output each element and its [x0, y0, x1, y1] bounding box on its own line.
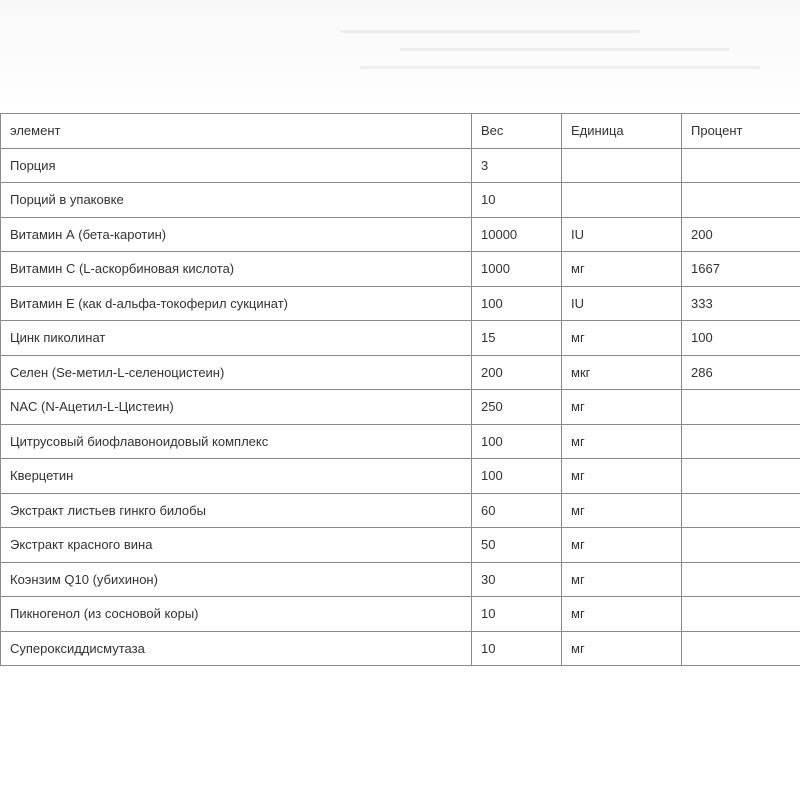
cell-percent: 200 — [682, 217, 800, 252]
cell-unit: мг — [562, 424, 682, 459]
faded-header-area — [0, 0, 800, 112]
cell-weight: 3 — [472, 148, 562, 183]
table-row — [1, 459, 800, 494]
table-row — [1, 597, 800, 632]
cell-weight: 60 — [472, 493, 562, 528]
cell-percent — [682, 528, 800, 563]
cell-element: Экстракт листьев гинкго билобы — [1, 493, 472, 528]
table-row — [1, 562, 800, 597]
table-row — [1, 493, 800, 528]
cell-percent: 100 — [682, 321, 800, 356]
cell-unit: мг — [562, 390, 682, 425]
cell-element: Порция — [1, 148, 472, 183]
nutrition-table — [0, 113, 800, 666]
table-header-row — [1, 114, 800, 149]
table-row — [1, 252, 800, 287]
cell-unit: мкг — [562, 355, 682, 390]
cell-weight: 1000 — [472, 252, 562, 287]
cell-weight: 10000 — [472, 217, 562, 252]
cell-percent — [682, 493, 800, 528]
cell-weight: 100 — [472, 459, 562, 494]
cell-element: Пикногенол (из сосновой коры) — [1, 597, 472, 632]
faded-text-line — [360, 66, 760, 69]
table-row — [1, 321, 800, 356]
cell-element: Витамин С (L-аскорбиновая кислота) — [1, 252, 472, 287]
column-header-percent: Процент — [682, 114, 800, 149]
cell-element: Коэнзим Q10 (убихинон) — [1, 562, 472, 597]
cell-percent: 1667 — [682, 252, 800, 287]
cell-unit: мг — [562, 321, 682, 356]
cell-unit: IU — [562, 286, 682, 321]
cell-unit: IU — [562, 217, 682, 252]
cell-element: Витамин Е (как d-альфа-токоферил сукцинат) — [1, 286, 472, 321]
cell-unit: мг — [562, 252, 682, 287]
cell-percent — [682, 631, 800, 666]
cell-weight: 10 — [472, 631, 562, 666]
table-body — [1, 148, 800, 666]
cell-percent: 333 — [682, 286, 800, 321]
column-header-weight: Вес — [472, 114, 562, 149]
cell-weight: 100 — [472, 286, 562, 321]
cell-percent — [682, 183, 800, 218]
cell-percent — [682, 424, 800, 459]
cell-element: Цитрусовый биофлавоноидовый комплекс — [1, 424, 472, 459]
table-row — [1, 424, 800, 459]
cell-unit: мг — [562, 631, 682, 666]
cell-weight: 50 — [472, 528, 562, 563]
cell-percent — [682, 390, 800, 425]
cell-weight: 100 — [472, 424, 562, 459]
cell-unit: мг — [562, 562, 682, 597]
cell-weight: 250 — [472, 390, 562, 425]
cell-percent — [682, 562, 800, 597]
cell-percent — [682, 459, 800, 494]
cell-unit: мг — [562, 493, 682, 528]
table-row — [1, 390, 800, 425]
table-row — [1, 355, 800, 390]
cell-weight: 15 — [472, 321, 562, 356]
cell-element: Цинк пиколинат — [1, 321, 472, 356]
cell-percent — [682, 597, 800, 632]
faded-text-line — [340, 30, 640, 33]
cell-unit: мг — [562, 528, 682, 563]
cell-unit: мг — [562, 597, 682, 632]
cell-element: Кверцетин — [1, 459, 472, 494]
table-row — [1, 148, 800, 183]
table-row — [1, 631, 800, 666]
table-row — [1, 183, 800, 218]
cell-unit — [562, 148, 682, 183]
cell-unit: мг — [562, 459, 682, 494]
cell-percent: 286 — [682, 355, 800, 390]
cell-unit — [562, 183, 682, 218]
cell-percent — [682, 148, 800, 183]
cell-element: Витамин А (бета-каротин) — [1, 217, 472, 252]
cell-weight: 10 — [472, 183, 562, 218]
column-header-element: элемент — [1, 114, 472, 149]
cell-weight: 200 — [472, 355, 562, 390]
cell-weight: 10 — [472, 597, 562, 632]
column-header-unit: Единица — [562, 114, 682, 149]
cell-element: Селен (Se-метил-L-селеноцистеин) — [1, 355, 472, 390]
table-row — [1, 286, 800, 321]
cell-element: Экстракт красного вина — [1, 528, 472, 563]
cell-element: Порций в упаковке — [1, 183, 472, 218]
cell-element: Супероксиддисмутаза — [1, 631, 472, 666]
table-row — [1, 528, 800, 563]
cell-element: NAC (N-Ацетил-L-Цистеин) — [1, 390, 472, 425]
cell-weight: 30 — [472, 562, 562, 597]
faded-text-line — [400, 48, 730, 51]
table-row — [1, 217, 800, 252]
